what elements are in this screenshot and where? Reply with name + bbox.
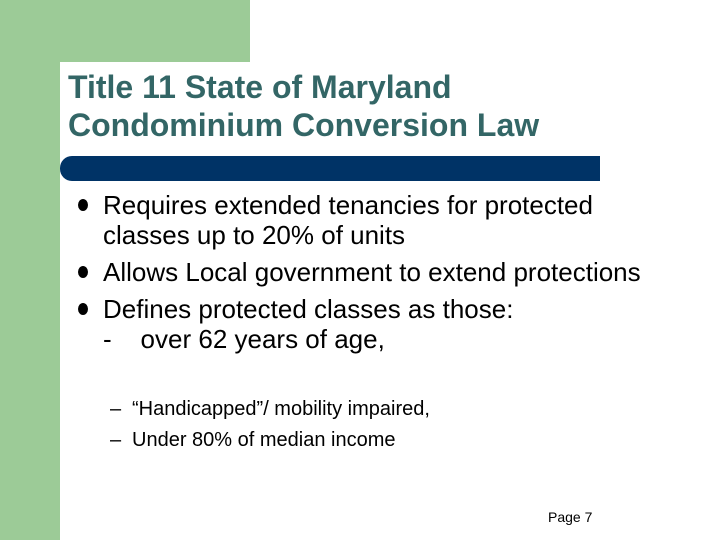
bullet-item [78,190,678,250]
page-number: Page 7 [548,509,593,525]
bullet-continuation: - over 62 years of age, [103,324,385,354]
dash-marker: – [110,429,122,451]
bullet-text: Requires extended tenancies for protected classes up to 20% of units [103,190,593,250]
sub-bullet-text: “Handicapped”/ mobility impaired, [132,398,430,420]
sub-bullet-item [110,428,430,453]
bullet-item [78,294,678,354]
bullet-text: Defines protected classes as those: [103,294,514,324]
bullet-text: Allows Local government to extend protections [103,257,641,287]
sub-bullet-text: Under 80% of median income [132,429,396,451]
slide-title-line-1: Title 11 State of Maryland [68,69,452,105]
sub-bullet-item [110,397,430,422]
bullet-dot-icon [78,303,88,315]
bullet-dot-icon [78,199,88,211]
sub-bullet-list [110,397,430,459]
green-side-band [0,0,60,540]
bullet-item [78,257,678,287]
slide-title [68,68,688,144]
dash-marker: – [110,398,122,420]
green-top-band [60,0,250,62]
title-underline-bar [60,156,600,181]
slide-title-line-2: Condominium Conversion Law [68,107,540,143]
bullet-list [78,190,678,361]
bullet-dot-icon [78,266,88,278]
